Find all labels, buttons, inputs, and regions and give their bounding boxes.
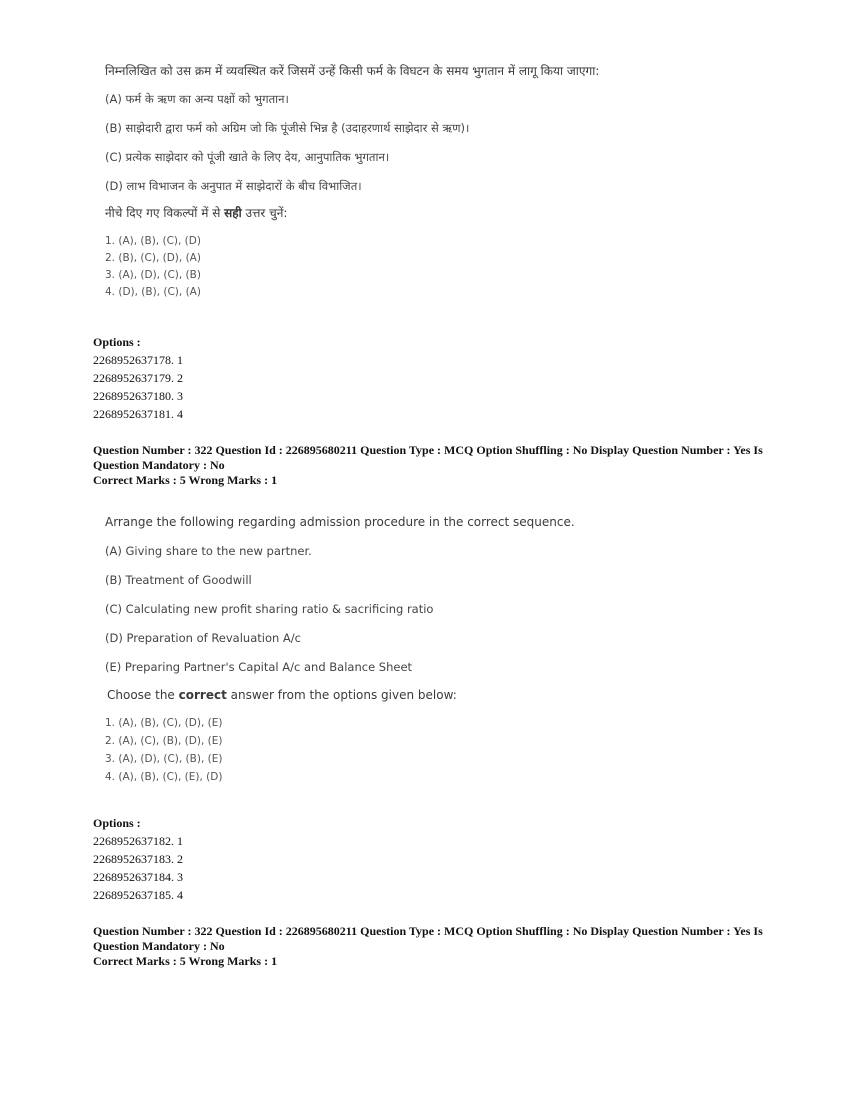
choose-prompt-prefix: नीचे दिए गए विकल्पों में से [105, 206, 225, 220]
statement-e: (E) Preparing Partner's Capital A/c and Balance Sheet [105, 660, 413, 674]
statement-b: (B) Treatment of Goodwill [105, 573, 252, 587]
option-id-1: 2268952637182. 1 [93, 834, 183, 848]
question-meta-2 [93, 924, 783, 969]
choice-2: 2. (B), (C), (D), (A) [105, 252, 201, 264]
options-label: Options : [93, 335, 141, 349]
choice-4: 4. (A), (B), (C), (E), (D) [105, 771, 223, 783]
meta-line-1: Question Number : 322 Question Id : 226895680211 Question Type : MCQ Option Shuffling : No Display Question Number : Yes Is [93, 924, 763, 938]
question-block-english [105, 515, 795, 786]
choose-prompt-suffix: उत्तर चुनें: [241, 206, 288, 220]
choice-list [105, 714, 795, 786]
statement-c: (C) Calculating new profit sharing ratio & sacrificing ratio [105, 602, 434, 616]
statement-b: (B) साझेदारी द्वारा फर्म को अग्रिम जो कि पूंजीसे भिन्न है (उदाहरणार्थ साझेदार से ऋण)। [105, 121, 470, 135]
options-block-1 [93, 333, 783, 423]
meta-line-2: Question Mandatory : No [93, 939, 225, 953]
option-id-1: 2268952637178. 1 [93, 353, 183, 367]
option-id-3: 2268952637184. 3 [93, 870, 183, 884]
choice-3: 3. (A), (D), (C), (B) [105, 269, 201, 281]
statement-c: (C) प्रत्येक साझेदार को पूंजी खाते के लिए देय, आनुपातिक भुगतान। [105, 150, 390, 164]
choose-prompt-bold: सही [224, 206, 242, 220]
meta-line-3: Correct Marks : 5 Wrong Marks : 1 [93, 954, 278, 968]
meta-line-2: Question Mandatory : No [93, 458, 225, 472]
choose-prompt-bold: correct [178, 688, 227, 702]
statement-a: (A) फर्म के ऋण का अन्य पक्षों को भुगतान। [105, 92, 289, 106]
option-id-2: 2268952637179. 2 [93, 371, 183, 385]
options-label: Options : [93, 816, 141, 830]
options-block-2 [93, 814, 783, 904]
choose-prompt-prefix: Choose the [107, 688, 179, 702]
question-instruction: निम्नलिखित को उस क्रम में व्यवस्थित करें जिसमें उन्हें किसी फर्म के विघटन के समय भुगतान में लागू किया जाएगा: [105, 64, 600, 78]
choice-list [105, 233, 795, 301]
statement-d: (D) लाभ विभाजन के अनुपात में साझेदारों के बीच विभाजित। [105, 179, 362, 193]
choose-prompt [105, 688, 795, 702]
meta-line-1: Question Number : 322 Question Id : 226895680211 Question Type : MCQ Option Shuffling : No Display Question Number : Yes Is [93, 443, 763, 457]
choose-prompt-suffix: answer from the options given below: [226, 688, 457, 702]
choose-prompt [105, 204, 795, 221]
choice-2: 2. (A), (C), (B), (D), (E) [105, 735, 223, 747]
option-id-2: 2268952637183. 2 [93, 852, 183, 866]
option-id-3: 2268952637180. 3 [93, 389, 183, 403]
choice-1: 1. (A), (B), (C), (D), (E) [105, 717, 223, 729]
option-id-4: 2268952637181. 4 [93, 407, 183, 421]
statement-a: (A) Giving share to the new partner. [105, 544, 312, 558]
choice-1: 1. (A), (B), (C), (D) [105, 235, 201, 247]
choice-3: 3. (A), (D), (C), (B), (E) [105, 753, 223, 765]
choice-4: 4. (D), (B), (C), (A) [105, 286, 201, 298]
option-id-4: 2268952637185. 4 [93, 888, 183, 902]
statement-d: (D) Preparation of Revaluation A/c [105, 631, 301, 645]
question-meta-1 [93, 443, 783, 488]
meta-line-3: Correct Marks : 5 Wrong Marks : 1 [93, 473, 278, 487]
question-block-hindi [105, 62, 795, 301]
question-instruction: Arrange the following regarding admission procedure in the correct sequence. [105, 515, 575, 529]
